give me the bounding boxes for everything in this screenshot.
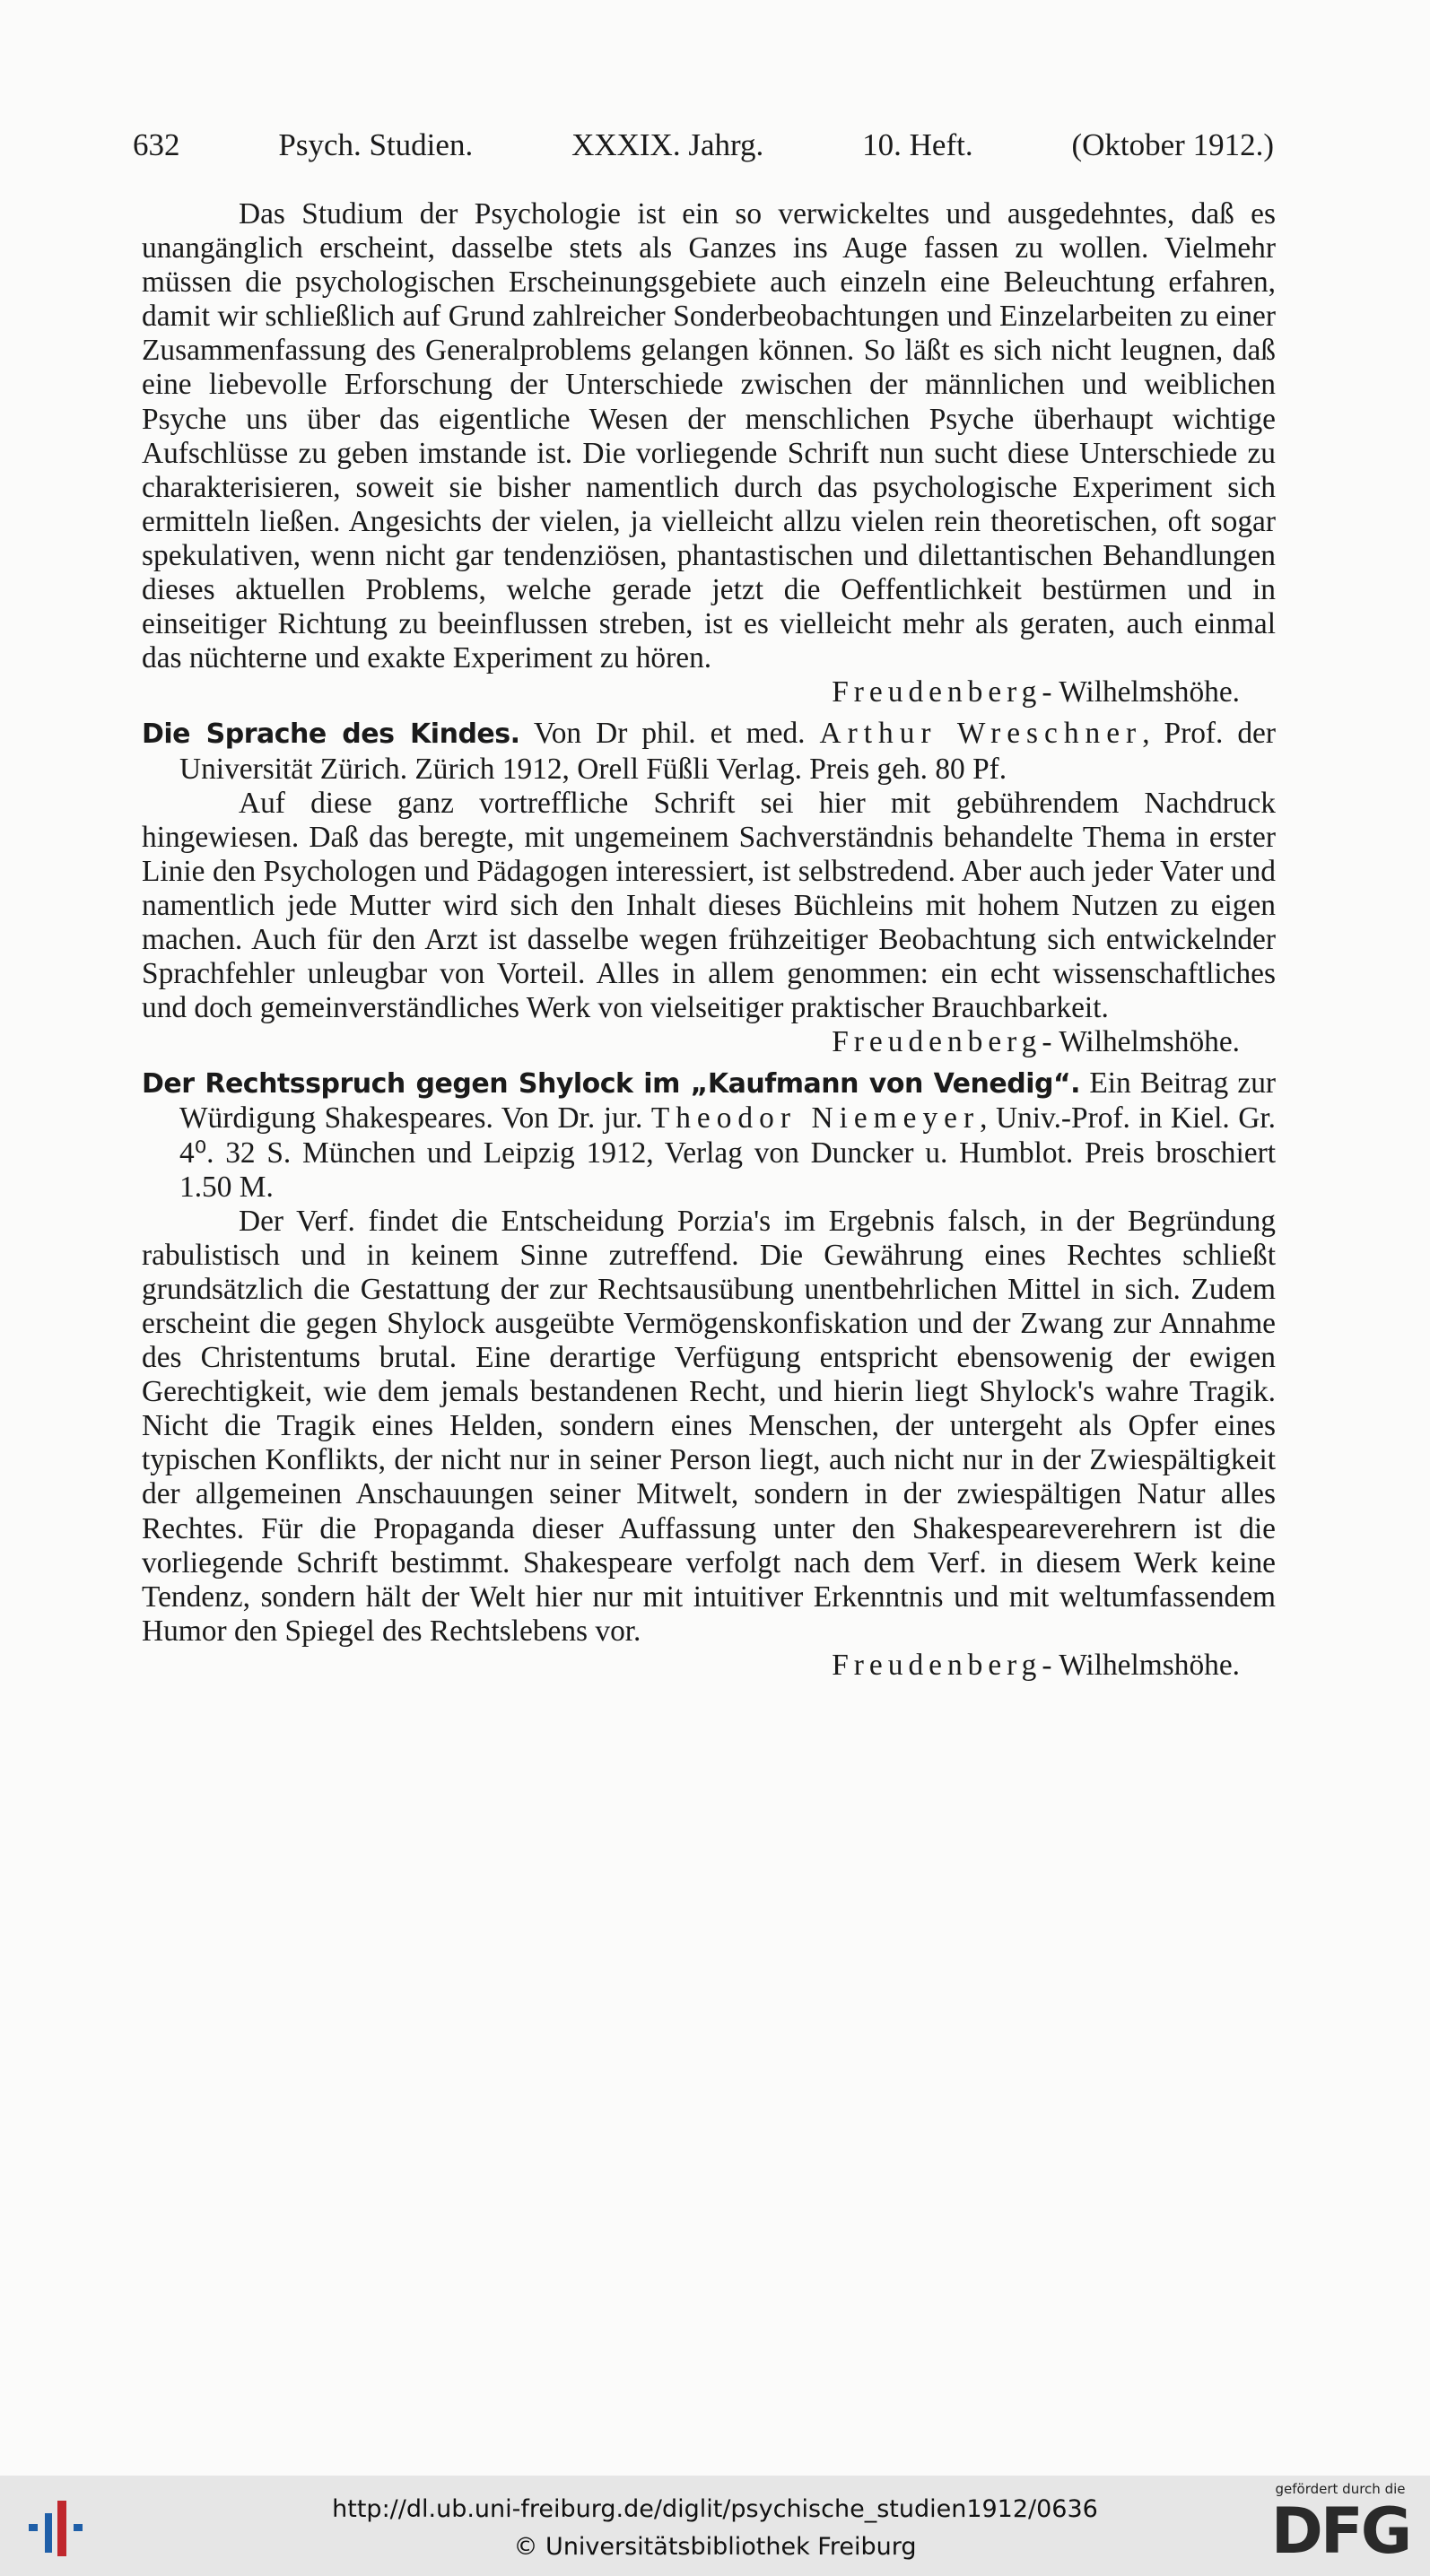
issue-date: (Oktober 1912.) bbox=[1071, 127, 1274, 162]
review3-body: Der Verf. findet die Entscheidung Porzia's im Ergebnis falsch, in der Begründung rabulistisch und in keinem Sinne zutreffend. Die Gewährung eines Rechtes schließt grundsätzlich die Gestattung der zur Rechtsausübung unentbehrlichen Mittel in sich. Zudem erscheint die gegen Shylock ausgeübte Vermögenskonfiskation und der Zwang zur Annahme des Christentums brutal. Eine derartige Verfügung entspricht ebensowenig der ewigen Gerechtigkeit, wie dem jemals bestandenen Recht, und hierin liegt Shylock's wahre Tragik. Nicht die Tragik eines Helden, sondern eines Menschen, der untergeht als Opfer eines typischen Konflikts, der nicht nur in seiner Person liegt, auch nicht nur in der Zwiespältigkeit der allgemeinen Anschauungen seiner Mitwelt, sondern in der zwiespältigen Natur alles Rechtes. Für die Propaganda dieser Auffassung unter den Shakespeareverehrern ist die vorliegende Schrift bestimmt. Shakespeare verfolgt nach dem Verf. in diesem Werk keine Tendenz, sondern hält der Welt hier nur mit intuitiver Erkenntnis und mit weltumfassendem Humor den Spiegel des Rechtslebens vor. bbox=[142, 1204, 1276, 1648]
review2-heading bbox=[142, 717, 1276, 786]
review2-title: Die Sprache des Kindes. bbox=[142, 718, 520, 751]
volume: XXXIX. Jahrg. bbox=[571, 127, 764, 162]
review3-details: , Univ.-Prof. in Kiel. Gr. 4⁰. 32 S. München und Leipzig 1912, Verlag von Duncker u. Humblot. Preis broschiert 1.50 M. bbox=[179, 1101, 1276, 1204]
signature-place: - Wilhelmshöhe. bbox=[1042, 675, 1240, 709]
signature-name: Freudenberg bbox=[832, 1648, 1042, 1682]
signature-place: - Wilhelmshöhe. bbox=[1042, 1648, 1240, 1682]
review3-heading bbox=[142, 1066, 1276, 1204]
page-number: 632 bbox=[133, 127, 180, 162]
review3-signature bbox=[142, 1649, 1276, 1683]
review1-signature bbox=[142, 675, 1276, 709]
signature-place: - Wilhelmshöhe. bbox=[1042, 1025, 1240, 1059]
review3-subtitle: Ein Beitrag zur Würdigung Shakespeares. Von Dr. jur. bbox=[179, 1066, 1277, 1136]
review3-author: Theodor Niemeyer bbox=[650, 1101, 981, 1136]
signature-name: Freudenberg bbox=[832, 1025, 1042, 1059]
review1-body: Das Studium der Psychologie ist ein so verwickeltes und ausgedehntes, daß es unangänglich erscheint, dasselbe stets als Ganzes ins Auge fassen zu wollen. Vielmehr müssen die psychologischen Erscheinungsgebiete auch einzeln eine Beleuchtung erfahren, damit wir schließlich auf Grund zahlreicher Sonderbeobachtungen und Einzelarbeiten zu einer Zusammenfassung des Generalproblems gelangen können. So läßt es sich nicht leugnen, daß eine liebevolle Erforschung der Unterschiede zwischen der männlichen und weiblichen Psyche uns über das eigentliche Wesen der menschlichen Psyche überhaupt wichtige Aufschlüsse zu geben imstande ist. Die vorliegende Schrift nun sucht diese Unterschiede zu charakterisieren, soweit sie bisher namentlich durch das psychologische Experiment sich ermitteln ließen. Angesichts der vielen, ja vielleicht allzu vielen rein theoretischen, oft sogar spekulativen, wenn nicht gar tendenziösen, phantastischen und dilettantischen Behandlungen dieses aktuellen Problems, welche gerade jetzt die Oeffentlichkeit bestürmen und in einseitiger Richtung zu beeinflussen streben, ist es vielleicht mehr als geraten, auch einmal das nüchterne und exakte Experiment zu hören. bbox=[142, 197, 1276, 675]
page-content bbox=[142, 197, 1276, 1683]
viewer-footer bbox=[0, 2476, 1430, 2576]
funder-note: gefördert durch die bbox=[1275, 2481, 1406, 2497]
copyright-notice: © Universitätsbibliothek Freiburg bbox=[513, 2533, 917, 2561]
document-url[interactable]: http://dl.ub.uni-freiburg.de/diglit/psychische_studien1912/0636 bbox=[332, 2495, 1098, 2523]
review2-signature bbox=[142, 1025, 1276, 1059]
journal-title: Psych. Studien. bbox=[278, 127, 474, 162]
review3-title: Der Rechtsspruch gegen Shylock im „Kaufmann von Venedig“. bbox=[142, 1068, 1081, 1101]
review2-author: Arthur Wreschner bbox=[819, 717, 1143, 751]
issue: 10. Heft. bbox=[862, 127, 973, 162]
signature-name: Freudenberg bbox=[832, 675, 1042, 709]
review2-author-prefix: Von Dr phil. et med. bbox=[533, 717, 806, 751]
dfg-logo-text: DFG bbox=[1270, 2494, 1410, 2568]
review2-details: , Prof. der Universität Zürich. Zürich 1912, Orell Füßli Verlag. Preis geh. 80 Pf. bbox=[179, 717, 1276, 786]
review2-body: Auf diese ganz vortreffliche Schrift sei hier mit gebührendem Nachdruck hingewiesen. Daß das beregte, mit ungemeinem Sachverständnis behandelte Thema in erster Linie den Psychologen und Pädagogen interessiert, ist selbstredend. Aber auch jeder Vater und namentlich jede Mutter wird sich den Inhalt dieses Büchleins mit hohem Nutzen zu eigen machen. Auch für den Arzt ist dasselbe wegen frühzeitiger Beobachtung sich entwickelnder Sprachfehler unleugbar von Vorteil. Alles in allem genommen: ein echt wissenschaftliches und doch gemeinverständliches Werk von vielseitiger praktischer Brauchbarkeit. bbox=[142, 786, 1276, 1025]
running-header bbox=[133, 126, 1274, 165]
dfg-logo bbox=[1263, 2481, 1417, 2571]
